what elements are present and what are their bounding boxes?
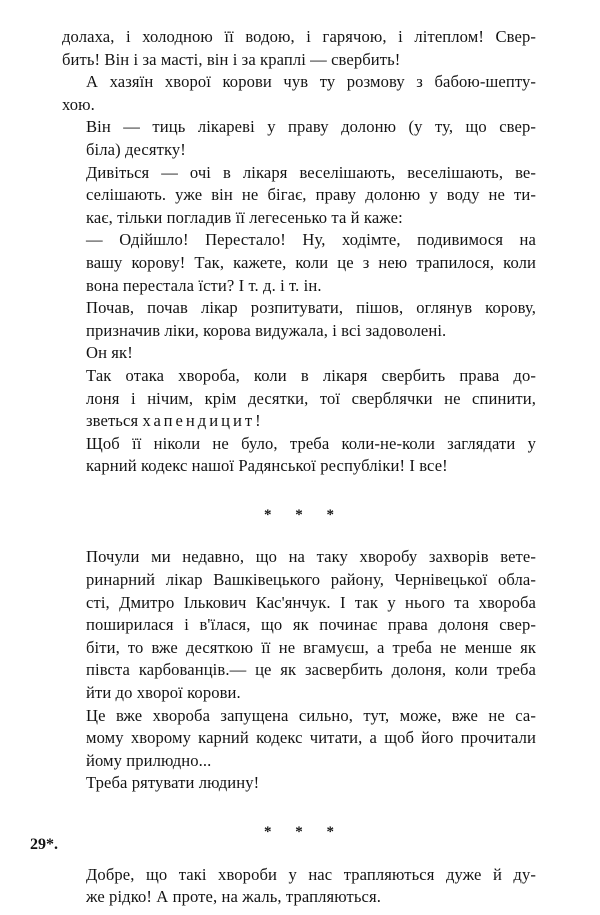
paragraph <box>62 365 536 433</box>
paragraph <box>62 229 536 297</box>
text-line: мому хворому карний кодекс читати, а щоб його прочитали <box>86 728 536 748</box>
text-line <box>62 410 536 433</box>
paragraph <box>62 116 536 161</box>
text-line: же рідко! А проте, на жаль, трапляються. <box>86 887 381 907</box>
text-line: долаха, і холодною її водою, і гарячою, і літеплом! Свер- <box>62 27 536 46</box>
text-line: — Одійшло! Перестало! Ну, ходімте, подивимося на <box>86 230 536 250</box>
paragraph <box>62 433 536 478</box>
text-line: Он як! <box>86 343 133 363</box>
text-line: карний кодекс нашої Радянської республіки! І все! <box>86 456 448 476</box>
section-separator: * * * <box>264 506 344 523</box>
paragraph <box>62 546 536 704</box>
text-line: Так отака хвороба, коли в лікаря свербить права до- <box>86 365 536 385</box>
text-line: Треба рятувати людину! <box>86 773 260 793</box>
text-line: кає, тільки погладив її легесенько та й каже: <box>86 207 403 227</box>
text-line: сті, Дмитро Ількович Кас'янчук. І так у нього та хвороба <box>86 592 536 612</box>
text-line: ринарний лікар Вашківецького району, Чернівецької обла- <box>86 570 536 590</box>
text-fragment: ! <box>255 411 261 431</box>
paragraph <box>62 162 536 230</box>
text-fragment: зветься <box>86 411 143 431</box>
text-line: йому прилюдно... <box>86 750 212 770</box>
paragraph <box>62 864 536 909</box>
paragraph <box>62 71 536 116</box>
text-line: біла) десятку! <box>86 139 186 159</box>
text-line: призначив ліки, корова видужала, і всі задоволені. <box>86 320 447 340</box>
text-line: Дивіться — очі в лікаря веселішають, веселішають, ве- <box>86 162 536 182</box>
text-line: вашу корову! Так, кажете, коли це з нею трапилося, коли <box>86 252 536 272</box>
emphasized-word: хапендицит <box>142 411 256 431</box>
text-line: Щоб її ніколи не було, треба коли-не-коли заглядати у <box>86 433 536 453</box>
paragraph <box>62 342 536 365</box>
text-line: Почули ми недавно, що на таку хворобу захворів вете- <box>86 547 536 567</box>
text-line: бить! Він і за масті, він і за краплі — свербить! <box>62 49 401 69</box>
page-number: 29*. <box>30 836 58 853</box>
text-line: йти до хворої корови. <box>86 683 241 703</box>
text-line: А хазяїн хворої корови чув ту розмову з бабою-шепту- <box>86 72 536 92</box>
text-line: півста карбованців.— це як засвербить долоня, коли треба <box>86 660 536 680</box>
text-line: Почав, почав лікар розпитувати, пішов, оглянув корову, <box>86 298 536 318</box>
paragraph-continuation <box>62 26 536 71</box>
text-line: лоня і нічим, крім десятки, тої сверблячки не спинити, <box>86 388 536 408</box>
paragraph <box>62 297 536 342</box>
text-line: біти, то вже десяткою її не вгамуєш, а треба не менше як <box>86 637 536 657</box>
text-line: вона перестала їсти? І т. д. і т. ін. <box>86 275 322 295</box>
text-line: хою. <box>62 94 95 114</box>
paragraph <box>62 772 536 795</box>
section-separator: * * * <box>264 824 344 840</box>
text-line: Він — тиць лікареві у праву долоню (у ту, що свер- <box>86 117 536 137</box>
text-column <box>62 26 536 909</box>
text-line: селішають. уже він не бігає, праву долоню у воду не ти- <box>86 185 536 205</box>
text-line: Добре, що такі хвороби у нас трапляються дуже й ду- <box>86 864 536 884</box>
text-line: Це вже хвороба запущена сильно, тут, може, вже не са- <box>86 705 536 725</box>
paragraph <box>62 705 536 773</box>
text-line: поширилася і в'їлася, що як починає права долоня свер- <box>86 615 536 635</box>
